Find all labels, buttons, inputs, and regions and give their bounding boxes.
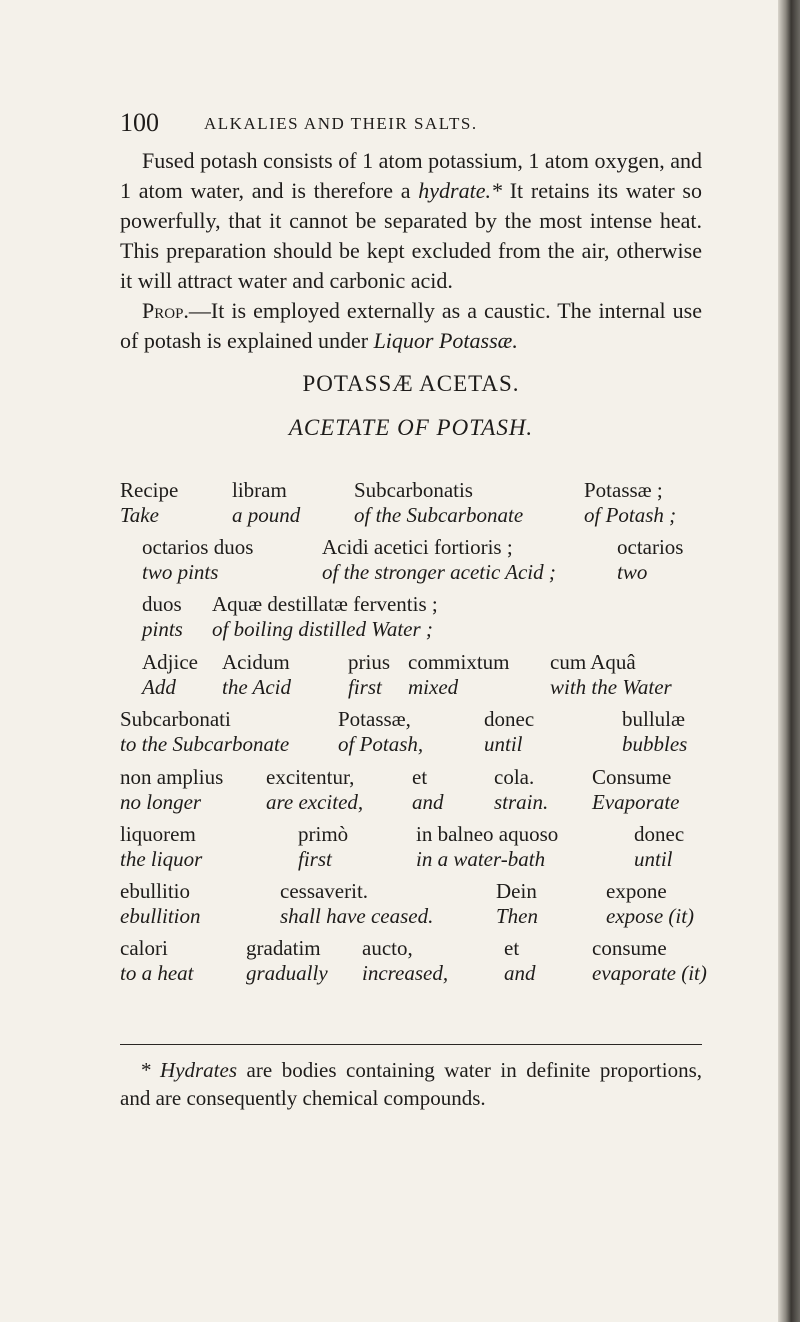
recipe-pair: calori to a heat [120,936,194,985]
page-header [120,108,720,138]
recipe-pair: excitentur, are excited, [266,765,364,814]
recipe-pair: libram a pound [232,478,301,527]
recipe-pair: Recipe Take [120,478,179,527]
footnote-rule [120,1044,702,1045]
recipe-pair: Consume Evaporate [592,765,680,814]
recipe-pair: non amplius no longer [120,765,224,814]
recipe-pair: Dein Then [496,879,538,928]
recipe-pair: octarios two [617,535,684,584]
recipe-pair: ebullitio ebullition [120,879,201,928]
page-binding-edge [778,0,800,1322]
recipe-pair: Adjice Add [142,650,198,699]
footnote-text: are bodies containing water in definite proportions, and are consequently chemical compounds. [120,1058,702,1110]
recipe-pair: Potassæ, of Potash, [338,707,424,756]
recipe-pair: gradatim gradually [246,936,328,985]
recipe-pair: donec until [634,822,685,871]
recipe-pair: commixtum mixed [408,650,510,699]
section-heading-latin: POTASSÆ ACETAS. [302,371,520,396]
recipe-pair: primò first [298,822,349,871]
running-head: ALKALIES AND THEIR SALTS. [204,114,478,133]
recipe-pair: Subcarbonati to the Subcarbonate [120,707,290,756]
recipe-pair: et and [504,936,536,985]
recipe-pair: Potassæ ; of Potash ; [584,478,677,527]
footnote-term: * Hydrates [140,1058,238,1082]
recipe-pair: Subcarbonatis of the Subcarbonate [354,478,524,527]
section-heading-english: ACETATE OF POTASH. [288,415,534,440]
recipe-pair: in balneo aquoso in a water-bath [416,822,559,871]
recipe-pair: prius first [348,650,390,699]
recipe-pair: Acidi acetici fortioris ; of the stronger acetic Acid ; [322,535,556,584]
recipe-pair: bullulæ bubbles [622,707,688,756]
footnote [120,1056,702,1112]
recipe-pair: octarios duos two pints [142,535,254,584]
recipe-pair: cessaverit. shall have ceased. [280,879,434,928]
recipe-pair: expone expose (it) [606,879,695,928]
page-number: 100 [120,108,159,137]
paragraph-fused-potash: Fused potash consists of 1 atom potassium, 1 atom oxygen, and 1 atom water, and is therefore a hydrate.* It retains its water so powerfully, that it cannot be separated by the most intense heat. This preparation should be kept excluded from the air, otherwise it will attract water and carbonic acid. [120,148,702,293]
recipe-pair: cola. strain. [494,765,549,814]
recipe-pair: consume evaporate (it) [592,936,707,985]
recipe-pair: aucto, increased, [362,936,449,985]
recipe-pair: et and [412,765,444,814]
recipe-pair: cum Aquâ with the Water [550,650,672,699]
paragraph-properties: Prop.—It is employed externally as a caustic. The internal use of potash is explained under Liquor Potassæ. [120,298,702,353]
recipe-pair: donec until [484,707,535,756]
hydrate-term: hydrate.* [418,178,502,203]
body-text [120,146,702,356]
recipe-pair: Aquæ destillatæ ferventis ; of boiling distilled Water ; [212,592,438,641]
recipe-pair: Acidum the Acid [222,650,292,699]
liquor-potassae-reference: Liquor Potassæ. [373,328,518,353]
recipe-pair: duos pints [142,592,183,641]
recipe-pair: liquorem the liquor [120,822,203,871]
prop-label: Prop. [142,298,189,323]
